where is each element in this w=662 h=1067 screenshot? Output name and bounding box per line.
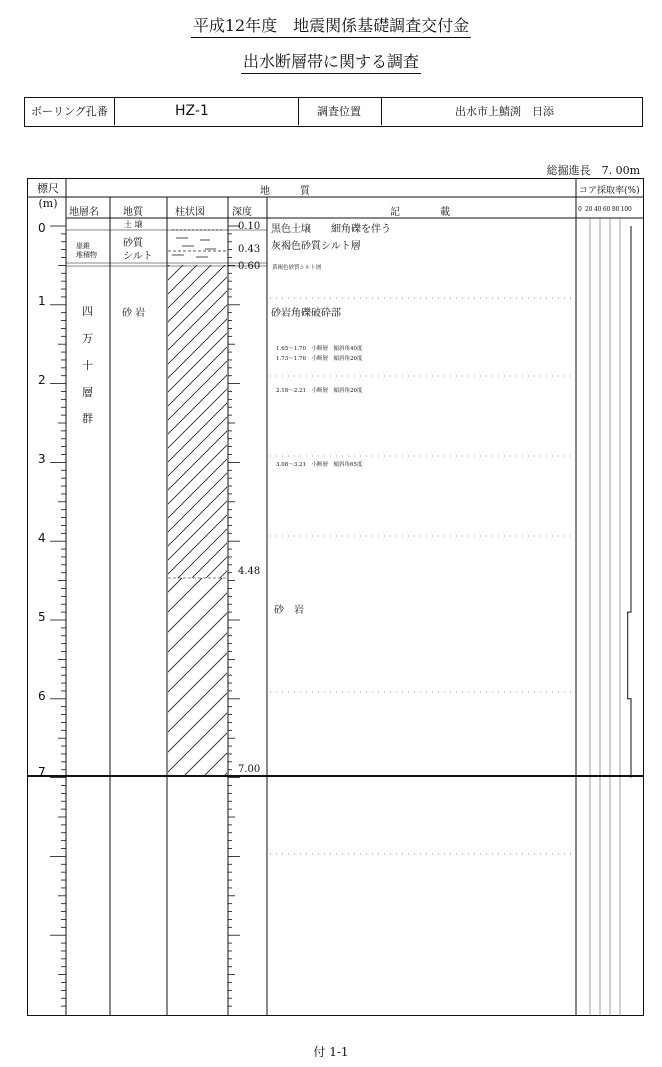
formation-char-1: 四	[82, 305, 93, 318]
formation-char-4: 層	[82, 386, 93, 399]
rock-heading: 地質	[123, 207, 143, 218]
scale-mark-2: 2	[38, 373, 46, 387]
desc-fault-4: 3.08～3.21 小断層 傾斜角65度	[276, 462, 363, 468]
desc-fault-1: 1.65～1.70 小断層 傾斜角40度	[276, 346, 363, 352]
report-title: 平成12年度 地震関係基礎調査交付金	[0, 13, 662, 38]
depth-0-43: 0.43	[238, 244, 261, 255]
boring-no-label: ボーリング孔番	[31, 105, 108, 118]
depth-0-60: 0.60	[238, 261, 261, 272]
desc-fault-3: 2.18～2.21 小断層 傾斜角20度	[276, 388, 363, 394]
scale-mark-5: 5	[38, 610, 46, 624]
formation-char-2: 万	[82, 332, 93, 345]
desc-fault-2: 1.73～1.76 小断層 傾斜角20度	[276, 356, 363, 362]
scale-mark-3: 3	[38, 452, 46, 466]
formation-char-3: 十	[82, 359, 93, 372]
scale-mark-0: 0	[38, 221, 46, 235]
desc-sandstone-breccia: 砂岩角礫破砕部	[271, 308, 341, 319]
rock-soil: 土 壌	[124, 220, 143, 229]
boring-no-value: HZ-1	[175, 103, 209, 119]
desc-yellow-brown-silt: 黄褐色砂質シルト層	[272, 265, 322, 271]
report-subtitle: 出水断層帯に関する調査	[0, 49, 662, 74]
rock-sandy-silt: 砂質 シルト	[123, 238, 153, 262]
scale-mark-6: 6	[38, 689, 46, 703]
column-heading: 柱状図	[175, 207, 205, 218]
scale-mark-4: 4	[38, 531, 46, 545]
depth-0-10: 0.10	[238, 221, 261, 232]
core-recovery-line	[628, 226, 631, 778]
formation-char-5: 群	[82, 412, 93, 425]
location-value: 出水市上鯖渕 日添	[455, 105, 554, 118]
core-recovery-heading: コア採取率(%)	[579, 186, 640, 196]
page-number: 付 1-1	[313, 1045, 349, 1059]
depth-7-00: 7.00	[238, 764, 261, 775]
rock-sandstone: 砂 岩	[122, 308, 146, 319]
formation-slope-deposit: 崖錐 堆積物	[76, 242, 97, 259]
desc-sandstone: 砂 岩	[274, 605, 304, 616]
location-label: 調査位置	[317, 105, 361, 118]
scale-mark-1: 1	[38, 294, 46, 308]
geology-heading: 地 質	[260, 186, 310, 197]
total-depth: 総掘進長 7. 00m	[546, 164, 640, 177]
depth-4-48: 4.48	[238, 566, 261, 577]
scale-mark-7: 7	[38, 765, 46, 779]
desc-black-soil: 黒色土壌 細角礫を伴う	[271, 224, 391, 235]
core-recovery-ticks: 0 20 40 60 80 100	[578, 206, 632, 213]
desc-gray-brown-silt: 灰褐色砂質シルト層	[271, 241, 361, 252]
scale-heading: 標尺 (m)	[37, 182, 59, 210]
formation-heading: 地層名	[69, 207, 99, 218]
description-heading: 記 載	[390, 207, 450, 218]
depth-heading: 深度	[232, 207, 252, 218]
